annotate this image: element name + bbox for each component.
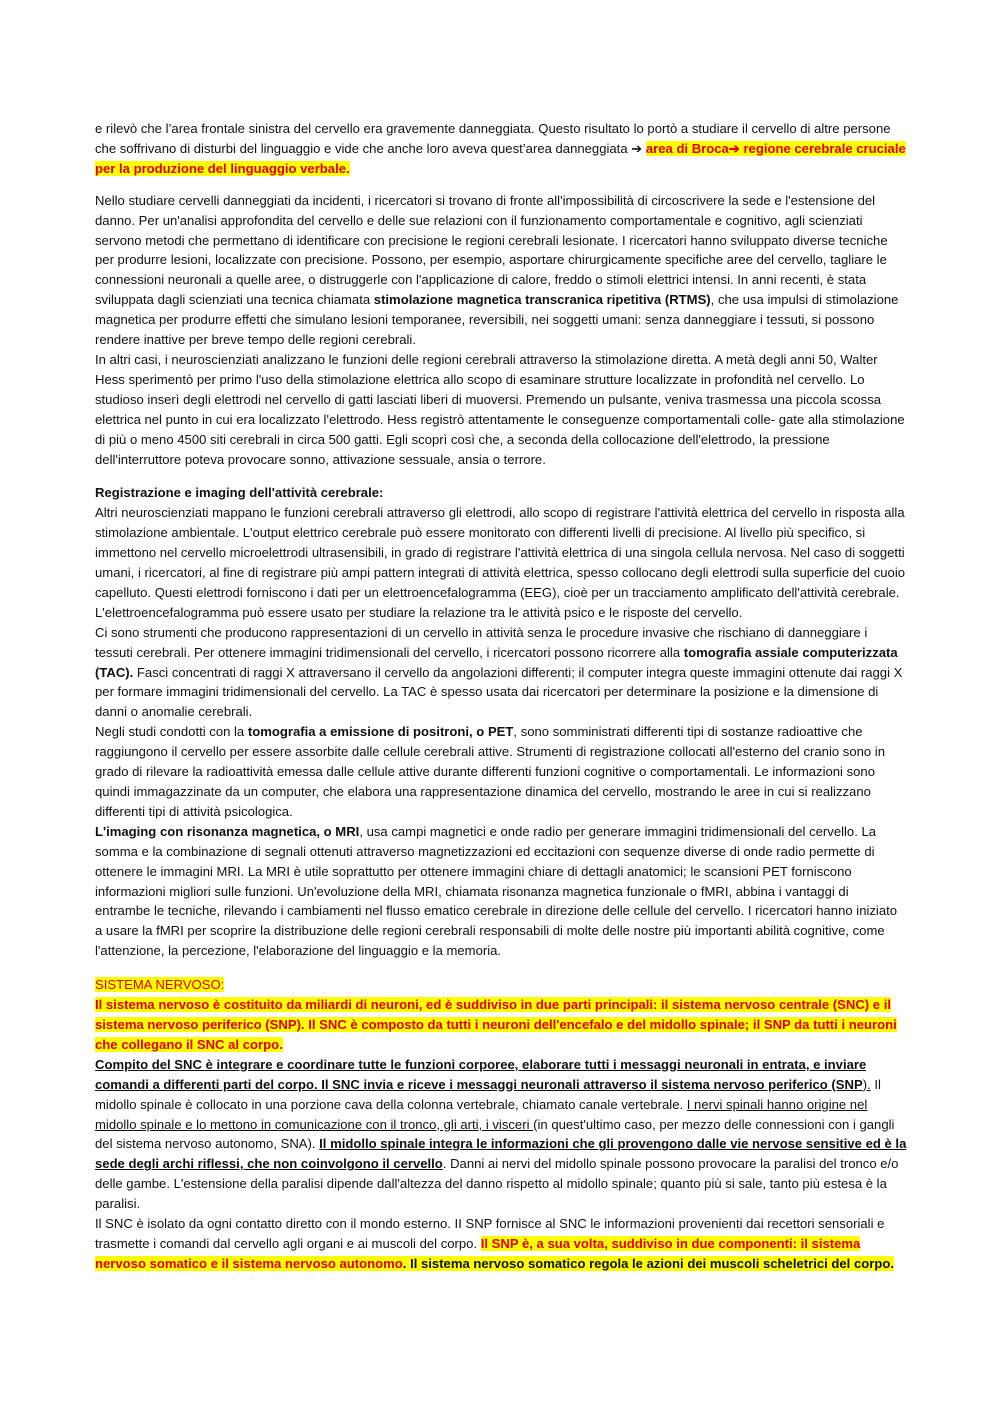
paragraph-snp [95, 1214, 907, 1274]
highlight-heading: SISTEMA NERVOSO: [95, 977, 225, 993]
bold-mri: L'imaging con risonanza magnetica, o MRI [95, 823, 360, 839]
text: Il SNC è isolato da ogni contatto diretto con il mondo esterno. II SNP fornisce al SNC le informazioni provenienti dai recettori sensoriali e trasmette i comandi dal cervello agli organi e ai muscoli del corpo. [95, 1216, 885, 1251]
underline-text: ). [862, 1076, 871, 1092]
text: e rilevò che l’area frontale sinistra del cervello era gravemente danneggiata. Questo risultato lo portò a studiare il cervello di altre persone che soffrivano di disturbi del linguaggio e vide che anche loro aveva quest’area danneggiata [95, 121, 891, 156]
paragraph-pet [95, 722, 907, 822]
document-body [95, 119, 907, 1274]
paragraph-snc [95, 1055, 907, 1214]
text: Negli studi condotti con la [95, 724, 248, 740]
text: Nello studiare cervelli danneggiati da incidenti, i ricercatori si trovano di fronte all'impossibilità di circoscrivere la sede e l'estensione del danno. Per un'analisi approfondita del cervello e delle sue relazioni con il funzionamento comportamentale e cognitivo, agli scienziati servono metodi che permettano di identificare con precisione le regioni cerebrali lesionate. I ricercatori hanno sviluppato diverse tecniche per produrre lesioni, localizzate con precisione. Possono, per esempio, asportare chirurgicamente specifiche aree del cervello, tagliare le connessioni neuronali a quelle aree, o distruggerle con l'applicazione di calore, freddo o stimoli elettrici intensi. In anni recenti, è stata sviluppata dagli scienziati una tecnica chiamata [95, 192, 888, 308]
bold-pet: tomografia a emissione di positroni, o PET [247, 724, 514, 740]
paragraph-mri [95, 822, 907, 961]
arrow-icon: ➔ [631, 140, 646, 156]
bold-tac: tomografia assiale computerizzata (TAC). [95, 644, 898, 680]
text: Ci sono strumenti che producono rappresentazioni di un cervello in attività senza le procedure invasive che rischiano di danneggiare i tessuti cerebrali. Per ottenere immagini tridimensionali del cervello, i ricercatori possono ricorrere alla [95, 624, 868, 660]
text: Fasci concentrati di raggi X attraversano il cervello da angolazioni differenti; il computer integra queste immagini ottenute dai raggi X per formare immagini tridimensionali del cervello. La TAC è spesso usata dai ricercatori per determinare la posizione e la dimensione di danni o anomalie cerebrali. [95, 664, 903, 720]
text: , sono somministrati differenti tipi di sostanze radioattive che raggiungono il cervello per essere assorbite dalle cellule cerebrali attive. Strumenti di registrazione collocati all'esterno del cranio sono in grado di rilevare la radioattività emessa dalle cellule attive durante differenti funzioni cognitive o comportamentali. Le informazioni sono quindi immagazzinate da un computer, che elabora una rappresentazione dinamica del cervello, mostrando le aree in cui si realizzano differenti tipi di attività psicologica. [95, 724, 885, 819]
paragraph-broca [95, 119, 907, 179]
section-heading-imaging: Registrazione e imaging dell'attività cerebrale: [95, 485, 384, 501]
paragraph-tac [95, 623, 907, 723]
paragraph-lesions [95, 191, 907, 350]
text: . Danni ai nervi del midollo spinale possono provocare la paralisi del tronco e/o delle gambe. L'estensione della paralisi dipende dall'altezza del danno rispetto al midollo spinale; quanto più si sale, tanto più estesa è la paralisi. [95, 1156, 899, 1212]
bold-rtms: stimolazione magnetica transcranica ripetitiva (RTMS) [373, 292, 711, 308]
section-heading-nervous-system [95, 975, 907, 995]
highlight-broca-definition: regione cerebrale cruciale per la produzione del linguaggio verbale. [95, 140, 906, 176]
highlight-nervous-system: Il sistema nervoso è costituito da miliardi di neuroni, ed è suddiviso in due parti principali: il sistema nervoso centrale (SNC) e il sistema nervoso periferico (SNP). Il SNC è composto da tutti i neuroni dell'encefalo e del midollo spinale; il SNP da tutti i neuroni che collegano il SNC al corpo. [95, 997, 897, 1052]
arrow-icon: ➔ [728, 140, 740, 156]
text: , che usa impulsi di stimolazione magnetica per produrre effetti che simulano lesioni temporanee, reversibili, nei soggetti umani: senza danneggiare i tessuti, si possono rendere inattive per breve tempo delle regioni cerebrali. [95, 292, 899, 348]
underline-spinal-nerves: I nervi spinali hanno origine nel midollo spinale e lo mettono in comunicazione con il tronco, gli arti, i visceri [95, 1096, 868, 1132]
bold-underline-spinal-cord: Il midollo spinale integra le informazioni che gli provengono dalle vie nervose sensitive ed è la sede degli archi riflessi, che non coinvolgono il cervello [95, 1136, 907, 1172]
highlight-somatic: . Il sistema nervoso somatico regola le azioni dei muscoli scheletrici del corpo. [402, 1255, 894, 1271]
paragraph-eeg: Altri neuroscienziati mappano le funzioni cerebrali attraverso gli elettrodi, allo scopo di registrare l'attività elettrica del cervello in risposta alla stimolazione ambientale. L'output elettrico cerebrale può essere monitorato con differenti livelli di precisione. Al livello più specifico, si immettono nel cervello microelettrodi ultrasensibili, in grado di registrare l'attività elettrica di una singola cellula nervosa. Nel caso di soggetti umani, i ricercatori, al fine di registrare più ampi pattern integrati di attività elettrica, spesso collocano degli elettrodi sulla superficie del cuoio capelluto. Questi elettrodi forniscono i dati per un elettroencefalogramma (EEG), cioè per un tracciamento amplificato dell'attività cerebrale. L'elettroencefalogramma può essere usato per studiare la relazione tra le attività psico e le risposte del cervello. [95, 505, 906, 620]
bold-underline-snc: Compito del SNC è integrare e coordinare tutte le funzioni corporee, elaborare tutti i messaggi neuronali in entrata, e inviare comandi a differenti parti del corpo. Il SNC invia e riceve i messaggi neuronali attraverso il sistema nervoso periferico (SNP [95, 1056, 867, 1092]
paragraph-nervous-system [95, 995, 907, 1055]
text: , usa campi magnetici e onde radio per generare immagini tridimensionali del cervello. La somma e la combinazione di segnali ottenuti attraverso magnetizzazioni ed eccitazioni con sequenze diverse di onde radio permette di ottenere le immagini MRI. La MRI è utile soprattutto per ottenere immagini chiare di dettagli anatomici; le scansioni PET forniscono informazioni migliori sulle funzioni. Un'evoluzione della MRI, chiamata risonanza magnetica funzionale o fMRI, abbina i vantaggi di entrambe le tecniche, rilevando i cambiamenti nel flusso ematico cerebrale in direzione delle cellule del cervello. I ricercatori hanno iniziato a usare la fMRI per scoprire la distribuzione delle regioni cerebrali responsabili di molte delle nostre più importanti abilità cognitive, come l'attenzione, la percezione, l'elaborazione del linguaggio e la memoria. [95, 823, 898, 959]
highlight-snp-division: Il SNP è, a sua volta, suddiviso in due componenti: il sistema nervoso somatico e il sistema nervoso autonomo [95, 1235, 861, 1271]
paragraph-stimulation: In altri casi, i neuroscienziati analizzano le funzioni delle regioni cerebrali attraverso la stimolazione diretta. A metà degli anni 50, Walter Hess sperimentò per primo l'uso della stimolazione elettrica allo scopo di esaminare strutture localizzate in profondità nel cervello. Lo studioso inserì degli elettrodi nel cervello di gatti lasciati liberi di muoversi. Premendo un pulsante, veniva trasmessa una piccola scossa elettrica nel punto in cui era localizzato l'elettrodo. Hess registrò attentamente le conseguenze comportamentali colle- gate alla stimolazione di più o meno 4500 siti cerebrali in circa 500 gatti. Egli scoprì così che, a seconda della collocazione dell'elettrodo, la pressione dell'interruttore poteva provocare sonno, attivazione sessuale, ansia o terrore. [95, 351, 905, 467]
highlight-broca: area di Broca [645, 140, 729, 156]
text: Il midollo spinale è collocato in una porzione cava della colonna vertebrale, chiamato canale vertebrale. [95, 1076, 881, 1112]
text: (in quest'ultimo caso, per mezzo delle connessioni con i gangli del sistema nervoso autonomo, SNA). [95, 1116, 895, 1152]
